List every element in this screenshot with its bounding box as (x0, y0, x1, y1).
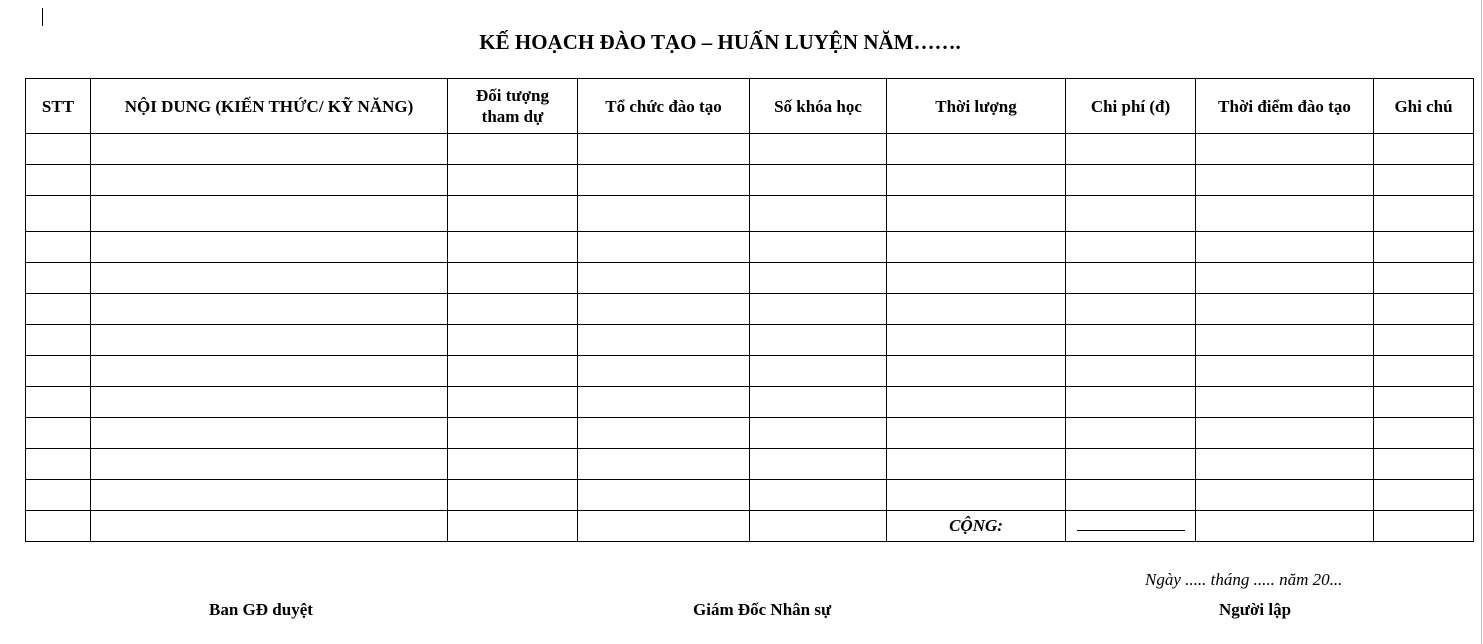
signature-preparer: Người lập (1219, 600, 1292, 619)
page-title: KẾ HOẠCH ĐÀO TẠO – HUẤN LUYỆN NĂM……. (479, 30, 961, 54)
table-cell[interactable] (448, 511, 578, 542)
table-cell[interactable] (578, 294, 750, 325)
table-cell[interactable] (578, 232, 750, 263)
header-cost: Chi phí (đ) (1066, 79, 1196, 134)
signature-board-approval: Ban GĐ duyệt (209, 600, 313, 619)
table-row (26, 418, 1474, 449)
table-cell[interactable] (448, 294, 578, 325)
table-cell[interactable] (448, 232, 578, 263)
table-cell[interactable] (26, 325, 91, 356)
table-row (26, 356, 1474, 387)
table-cell[interactable] (578, 480, 750, 511)
table-row (26, 196, 1474, 232)
table-cell[interactable] (750, 196, 887, 232)
table-cell[interactable] (1374, 294, 1474, 325)
table-row (26, 449, 1474, 480)
table-cell[interactable] (1196, 325, 1374, 356)
table-cell[interactable] (578, 387, 750, 418)
table-cell[interactable] (26, 232, 91, 263)
table-cell[interactable] (750, 387, 887, 418)
table-cell[interactable] (750, 325, 887, 356)
table-cell[interactable] (887, 418, 1066, 449)
table-cell[interactable] (887, 294, 1066, 325)
table-cell[interactable] (1066, 263, 1196, 294)
table-cell[interactable] (26, 263, 91, 294)
table-cell[interactable] (887, 480, 1066, 511)
table-cell[interactable] (750, 165, 887, 196)
table-cell[interactable] (91, 325, 448, 356)
table-cell[interactable] (1374, 196, 1474, 232)
table-cell[interactable] (26, 511, 91, 542)
table-row (26, 294, 1474, 325)
table-header-row (26, 79, 1474, 134)
table-row (26, 232, 1474, 263)
table-cell[interactable] (1374, 263, 1474, 294)
table-cell[interactable] (448, 134, 578, 165)
table-cell[interactable] (448, 480, 578, 511)
table-cell[interactable] (750, 418, 887, 449)
table-cell[interactable] (887, 165, 1066, 196)
table-cell[interactable] (1374, 165, 1474, 196)
page-edge (1481, 0, 1482, 644)
table-cell[interactable] (448, 356, 578, 387)
table-row (26, 480, 1474, 511)
table-cell[interactable] (750, 232, 887, 263)
table-cell[interactable] (887, 356, 1066, 387)
total-label: CỘNG: (887, 511, 1066, 542)
table-cell[interactable] (1066, 134, 1196, 165)
table-cell[interactable] (1196, 263, 1374, 294)
table-cell[interactable] (26, 134, 91, 165)
table-cell[interactable] (750, 356, 887, 387)
table-cell[interactable] (26, 356, 91, 387)
table-cell[interactable] (1066, 325, 1196, 356)
table-cell[interactable] (1066, 165, 1196, 196)
table-cell[interactable] (1066, 387, 1196, 418)
table-cell[interactable] (1066, 418, 1196, 449)
table-cell[interactable] (750, 449, 887, 480)
table-cell[interactable] (578, 449, 750, 480)
signature-hr-director: Giám Đốc Nhân sự (693, 600, 832, 619)
table-cell[interactable] (1066, 294, 1196, 325)
table-cell[interactable] (448, 387, 578, 418)
table-cell[interactable] (91, 263, 448, 294)
table-cell[interactable] (1196, 356, 1374, 387)
table-cell[interactable] (1066, 449, 1196, 480)
header-duration: Thời lượng (887, 79, 1066, 134)
table-cell[interactable] (578, 325, 750, 356)
table-cell[interactable] (1196, 480, 1374, 511)
table-cell[interactable] (1066, 196, 1196, 232)
date-line: Ngày ..... tháng ..... năm 20... (1145, 570, 1343, 589)
table-cell[interactable] (1374, 232, 1474, 263)
table-cell[interactable] (1196, 294, 1374, 325)
table-cell[interactable] (578, 356, 750, 387)
table-cell[interactable] (448, 165, 578, 196)
table-cell[interactable] (1066, 356, 1196, 387)
table-cell[interactable] (578, 165, 750, 196)
table-cell[interactable] (578, 134, 750, 165)
table-cell[interactable] (1196, 134, 1374, 165)
table-cell[interactable] (887, 325, 1066, 356)
text-cursor (42, 8, 43, 26)
table-cell[interactable] (91, 196, 448, 232)
table-cell[interactable] (1374, 480, 1474, 511)
table-cell[interactable] (91, 387, 448, 418)
header-stt: STT (26, 79, 91, 134)
table-cell[interactable] (887, 449, 1066, 480)
header-participants: Đối tượng tham dự (448, 79, 578, 134)
header-training-time: Thời điểm đào tạo (1196, 79, 1374, 134)
table-cell[interactable] (448, 449, 578, 480)
table-cell[interactable] (1196, 165, 1374, 196)
table-cell[interactable] (1196, 387, 1374, 418)
table-cell[interactable] (448, 418, 578, 449)
table-cell[interactable] (1196, 511, 1374, 542)
table-cell[interactable] (26, 196, 91, 232)
table-cell[interactable] (578, 418, 750, 449)
table-cell[interactable] (1066, 480, 1196, 511)
table-cell[interactable] (1196, 196, 1374, 232)
table-cell[interactable] (91, 449, 448, 480)
table-cell[interactable] (1374, 325, 1474, 356)
table-row (26, 325, 1474, 356)
table-cell[interactable] (448, 196, 578, 232)
table-cell[interactable] (1374, 356, 1474, 387)
header-notes: Ghi chú (1374, 79, 1474, 134)
table-cell[interactable] (91, 134, 448, 165)
table-cell[interactable] (448, 263, 578, 294)
table-cell[interactable] (91, 511, 448, 542)
table-cell[interactable] (578, 263, 750, 294)
table-cell[interactable] (26, 387, 91, 418)
table-cell[interactable] (750, 263, 887, 294)
table-cell[interactable] (26, 165, 91, 196)
table-cell[interactable] (26, 418, 91, 449)
table-cell[interactable] (448, 325, 578, 356)
table-cell[interactable] (1374, 134, 1474, 165)
table-cell[interactable] (750, 294, 887, 325)
table-cell[interactable] (750, 511, 887, 542)
table-cell[interactable] (26, 449, 91, 480)
total-row (26, 511, 1474, 542)
table-cell[interactable] (1196, 418, 1374, 449)
training-plan-table (25, 78, 1474, 542)
table-cell[interactable] (91, 480, 448, 511)
table-row (26, 165, 1474, 196)
table-cell[interactable] (91, 418, 448, 449)
table-cell[interactable] (887, 387, 1066, 418)
table-cell[interactable] (887, 263, 1066, 294)
table-cell[interactable] (887, 232, 1066, 263)
table-cell[interactable] (1374, 449, 1474, 480)
table-cell[interactable] (91, 356, 448, 387)
table-cell[interactable] (26, 294, 91, 325)
table-cell[interactable] (887, 196, 1066, 232)
table-row (26, 387, 1474, 418)
table-cell[interactable] (1066, 232, 1196, 263)
header-course-count: Số khóa học (750, 79, 887, 134)
table-cell[interactable] (750, 480, 887, 511)
table-cell[interactable] (578, 196, 750, 232)
table-row (26, 134, 1474, 165)
total-cost-blank[interactable] (1066, 511, 1196, 542)
header-organizer: Tổ chức đào tạo (578, 79, 750, 134)
table-cell[interactable] (26, 480, 91, 511)
table-cell[interactable] (1374, 387, 1474, 418)
table-cell[interactable] (1196, 232, 1374, 263)
table-cell[interactable] (887, 134, 1066, 165)
table-cell[interactable] (91, 232, 448, 263)
table-cell[interactable] (91, 165, 448, 196)
table-cell[interactable] (1374, 418, 1474, 449)
table-cell[interactable] (1196, 449, 1374, 480)
total-underline (1077, 518, 1185, 531)
table-cell[interactable] (750, 134, 887, 165)
header-content: NỘI DUNG (KIẾN THỨC/ KỸ NĂNG) (91, 79, 448, 134)
table-cell[interactable] (578, 511, 750, 542)
table-cell[interactable] (1374, 511, 1474, 542)
table-cell[interactable] (91, 294, 448, 325)
table-row (26, 263, 1474, 294)
